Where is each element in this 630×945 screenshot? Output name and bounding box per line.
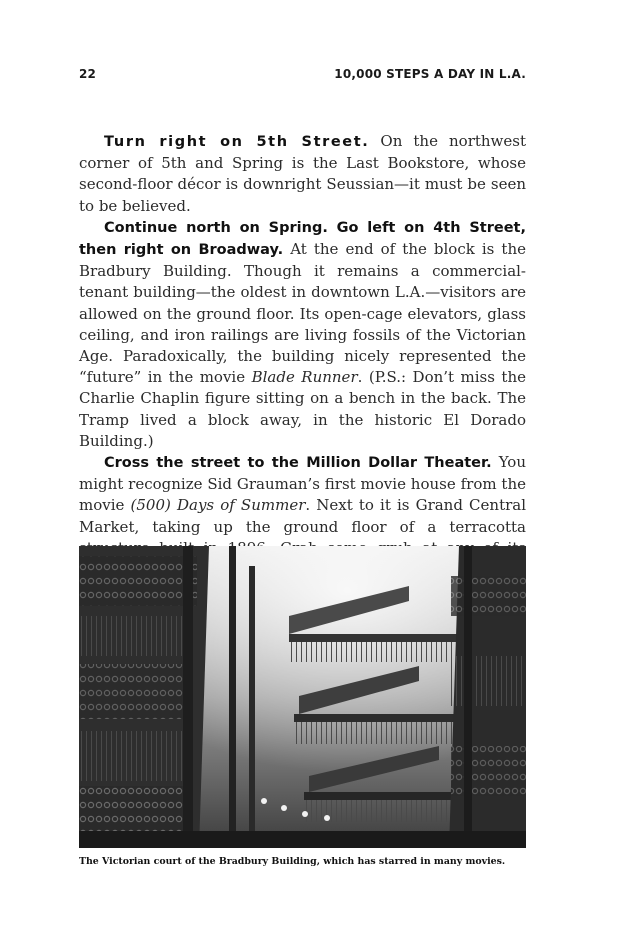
bradbury-building-photo bbox=[79, 546, 526, 848]
running-title: 10,000 STEPS A DAY IN L.A. bbox=[334, 67, 526, 81]
movie-title-500-days: (500) Days of Summer bbox=[130, 496, 306, 515]
page-number: 22 bbox=[79, 67, 97, 81]
paragraph-2 bbox=[79, 217, 526, 452]
paragraph-3-text-1: You might recognize Sid Grauman’s first movie house from the movie bbox=[79, 453, 526, 515]
photo-illustration bbox=[79, 546, 526, 848]
paragraph-1 bbox=[79, 131, 526, 217]
photo-caption: The Victorian court of the Bradbury Building, which has starred in many movies. bbox=[79, 856, 506, 867]
movie-title-blade-runner: Blade Runner bbox=[251, 368, 358, 387]
paragraph-3-lead: Cross the street to the Million Dollar Theater. bbox=[104, 455, 492, 472]
paragraph-2-text-2: . (P.S.: Don’t miss the Charlie Chaplin figure sitting on a bench in the back. The Tramp lived a block away, in the historic El Dorado Building.) bbox=[79, 368, 526, 450]
paragraph-2-text-1: At the end of the block is the Bradbury Building. Though it remains a commercial-tenant building—the oldest in downtown L.A.—visitors are allowed on the ground floor. Its open-cage elevators, glass ceiling, and iron railings are living fossils of the Victorian Age. Paradoxically, the building nicely represented the “future” in the movie bbox=[79, 240, 526, 387]
paragraph-3-text-2: . Next to it is Grand Central Market, taking up the ground floor of a terracotta bbox=[79, 496, 527, 536]
body-text bbox=[79, 131, 526, 580]
page-header bbox=[79, 66, 526, 82]
paragraph-1-lead: Turn right on 5th Street. bbox=[104, 134, 370, 150]
paragraph-2-lead: Continue north on Spring. Go left on 4th Street, then right on Broadway. bbox=[79, 219, 526, 259]
paragraph-1-text: On the northwest corner of 5th and Spring is the Last Bookstore, whose second-floor décor is downright Seussian—it must be seen to be believed. bbox=[79, 132, 526, 215]
